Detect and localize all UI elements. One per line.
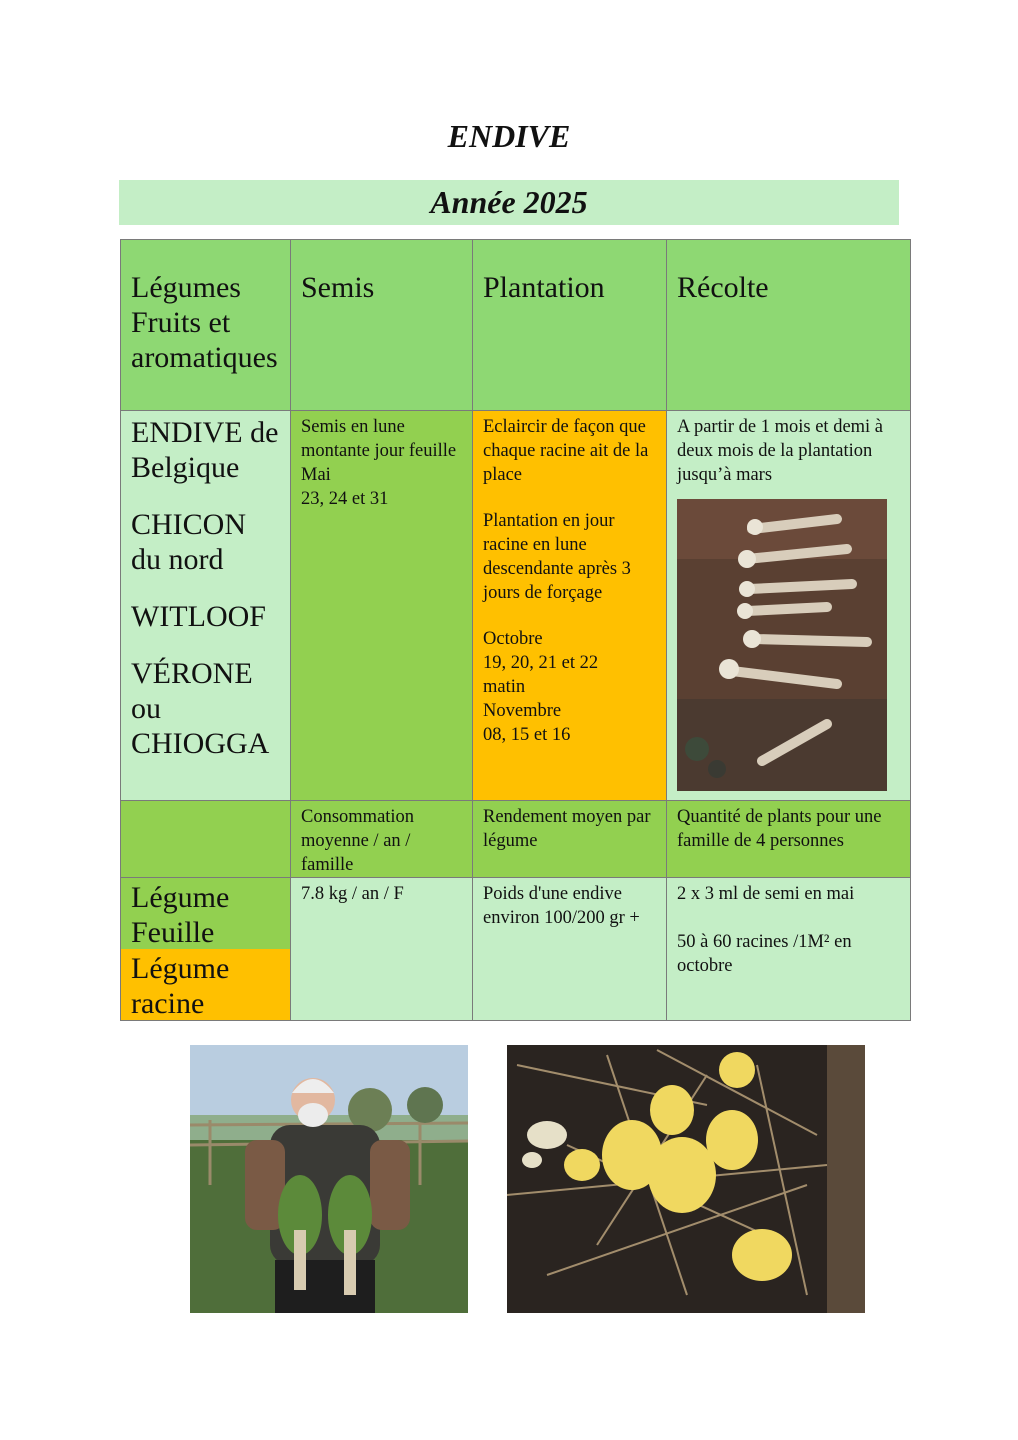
year-banner (119, 180, 899, 225)
semis-dates: 23, 24 et 31 (301, 489, 389, 509)
rendement-value: Poids d'une endive environ 100/200 gr + (473, 878, 667, 1021)
plantation-month-2: Novembre (483, 701, 562, 721)
header-recolte: Récolte (667, 240, 911, 411)
header-row (121, 240, 911, 411)
semis-text: Semis en lune montante jour feuille (301, 417, 457, 461)
name-verone: VÉRONE ou CHIOGGA (131, 657, 270, 760)
plantation-dates-2: 08, 15 et 16 (483, 725, 571, 745)
calendar-table (120, 239, 911, 1021)
header-semis: Semis (291, 240, 473, 411)
vegetable-type-cell (121, 878, 291, 1021)
semis-month: Mai (301, 465, 331, 485)
photo-gardener-holding-endives (190, 1045, 468, 1313)
plantation-cell (473, 411, 667, 801)
recolte-text: A partir de 1 mois et demi à deux mois de la plantation jusqu’à mars (677, 417, 884, 485)
plantation-time: matin (483, 677, 526, 697)
photo-roots-in-soil (677, 499, 902, 798)
header-legumes: Légumes Fruits et aromatiques (121, 240, 291, 411)
sub-header-consommation: Consommation moyenne / an / famille (291, 801, 473, 878)
quantite-cell (667, 878, 911, 1021)
main-row (121, 411, 911, 801)
year-label: Année 2025 (430, 184, 588, 220)
plantation-dates-1: 19, 20, 21 et 22 (483, 653, 599, 673)
plantation-p2: Plantation en jour racine en lune descendante après 3 jours de forçage (483, 511, 631, 603)
name-endive: ENDIVE de Belgique (131, 416, 279, 484)
quantite-1: 2 x 3 ml de semi en mai (677, 884, 855, 904)
type-feuille: Légume Feuille (121, 878, 290, 949)
name-witloof: WITLOOF (131, 600, 266, 633)
photo-forced-chicons-in-straw (507, 1045, 865, 1313)
recolte-cell (667, 411, 911, 801)
type-racine: Légume racine (121, 949, 290, 1020)
sub-header-empty (121, 801, 291, 878)
page-title: ENDIVE (447, 118, 571, 154)
semis-cell (291, 411, 473, 801)
name-chicon: CHICON du nord (131, 508, 247, 576)
values-row (121, 878, 911, 1021)
sub-header-rendement: Rendement moyen par légume (473, 801, 667, 878)
vegetable-names (121, 411, 291, 801)
sub-header-quantite: Quantité de plants pour une famille de 4 personnes (667, 801, 911, 878)
header-plantation: Plantation (473, 240, 667, 411)
plantation-p1: Eclaircir de façon que chaque racine ait de la place (483, 417, 649, 485)
consommation-value: 7.8 kg / an / F (291, 878, 473, 1021)
sub-header-row (121, 801, 911, 878)
plantation-month-1: Octobre (483, 629, 543, 649)
quantite-2: 50 à 60 racines /1M² en octobre (677, 932, 852, 976)
